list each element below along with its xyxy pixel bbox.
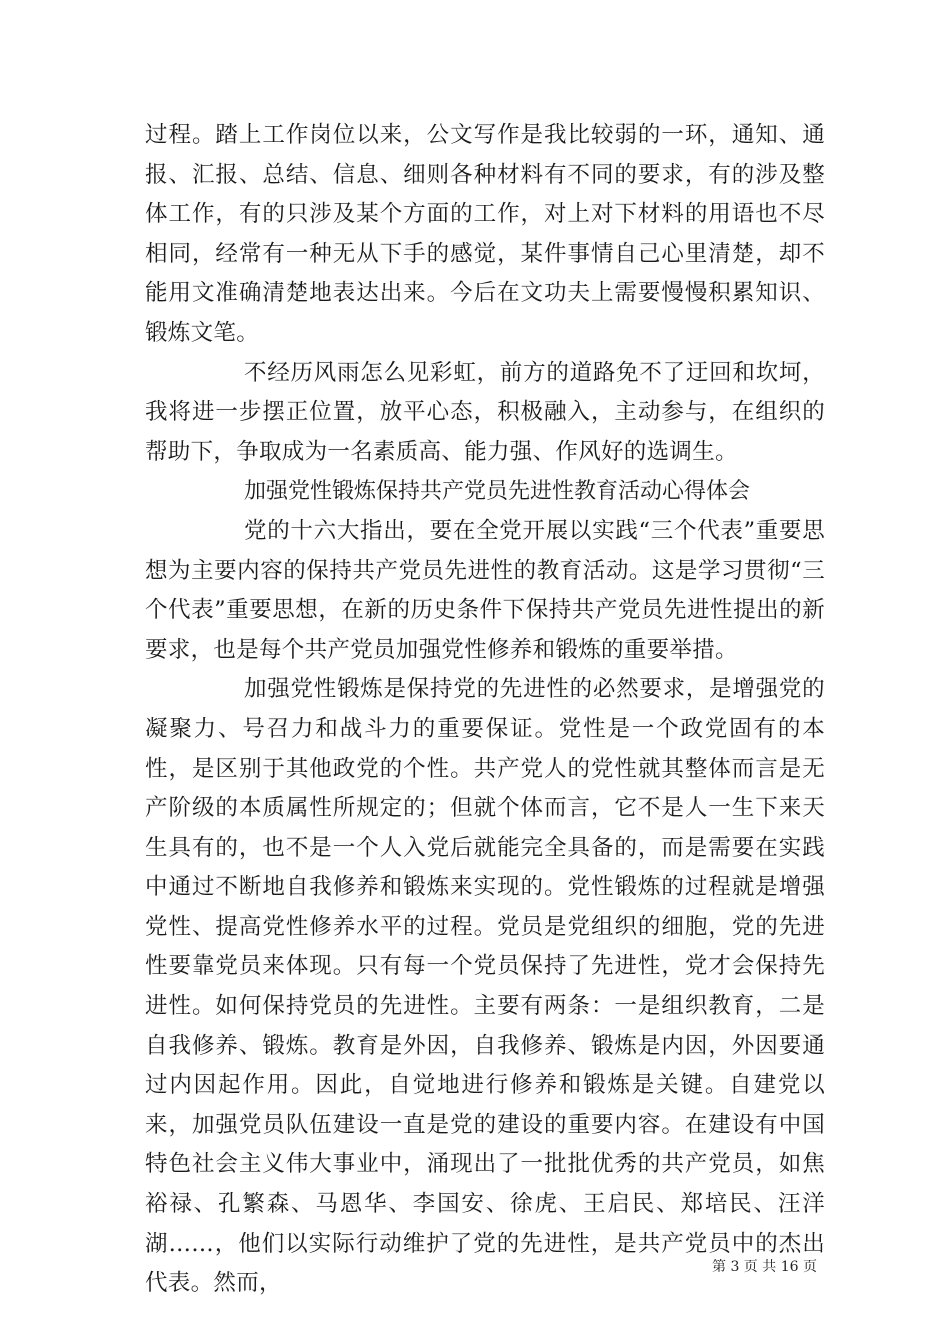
document-body xyxy=(145,116,825,1304)
paragraph-rainbow-resolution: 不经历风雨怎么见彩虹，前方的道路免不了迂回和坎坷，我将进一步摆正位置，放平心态，积极融入，主动参与，在组织的帮助下，争取成为一名素质高、能力强、作风好的选调生。 xyxy=(145,359,825,465)
paragraph-party-spirit: 加强党性锻炼是保持党的先进性的必然要求，是增强党的凝聚力、号召力和战斗力的重要保证。党性是一个政党固有的本性，是区别于其他政党的个性。共产党人的党性就其整体而言是无产阶级的本质属性所规定的；但就个体而言，它不是人一生下来天生具有的，也不是一个人入党后就能完全具备的，而是需要在实践中通过不断地自我修养和锻炼来实现的。党性锻炼的过程就是增强党性、提高党性修养水平的过程。党员是党组织的细胞，党的先进性要靠党员来体现。只有每一个党员保持了先进性，党才会保持先进性。如何保持党员的先进性。主要有两条：一是组织教育，二是自我修养、锻炼。教育是外因，自我修养、锻炼是内因，外因要通过内因起作用。因此，自觉地进行修养和锻炼是关键。自建党以来，加强党员队伍建设一直是党的建设的重要内容。在建设有中国特色社会主义伟大事业中，涌现出了一批批优秀的共产党员，如焦裕禄、孔繁森、马恩华、李国安、徐虎、王启民、郑培民、汪洋湖……，他们以实际行动维护了党的先进性，是共产党员中的杰出代表。然而， xyxy=(145,676,825,1297)
paragraph-writing-weakness: 过程。踏上工作岗位以来，公文写作是我比较弱的一环，通知、通报、汇报、总结、信息、细则各种材料有不同的要求，有的涉及整体工作，有的只涉及某个方面的工作，对上对下材料的用语也不尽相同，经常有一种无从下手的感觉，某件事情自己心里清楚，却不能用文准确清楚地表达出来。今后在文功夫上需要慢慢积累知识、锻炼文笔。 xyxy=(145,122,825,346)
article-title: 加强党性锻炼保持共产党员先进性教育活动心得体会 xyxy=(244,479,751,505)
paragraph-sixteenth-congress: 党的十六大指出，要在全党开展以实践“三个代表”重要思想为主要内容的保持共产党员先进性的教育活动。这是学习贯彻“三个代表”重要思想，在新的历史条件下保持共产党员先进性提出的新要求，也是每个共产党员加强党性修养和锻炼的重要举措。 xyxy=(145,517,825,663)
page-number: 第 3 页 共 16 页 xyxy=(712,1259,817,1275)
